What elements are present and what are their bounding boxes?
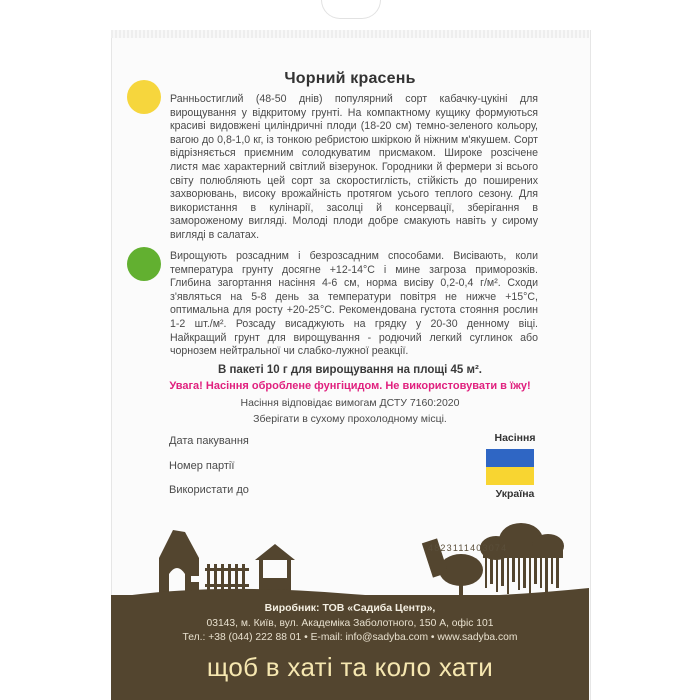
pack-size-note: В пакеті 10 г для вирощування на площі 45 м². [217, 364, 483, 376]
ukraine-flag-icon [486, 449, 534, 485]
variety-title: Чорний красень [284, 70, 416, 87]
hang-hole [321, 0, 381, 19]
producer-address: 03143, м. Київ, вул. Академіка Заболотного, 150 А, офіс 101 [206, 618, 494, 629]
growing-instructions: Вирощують розсадним і безрозсадним способами. Висівають, коли температура грунту досягне +12-14°C і мине загроза приморозків. Глибина загортання насіння 4-6 см, норма висіву 0,2-0,4 г/м². Сходи з'являться на 5-8 день за температури повітря не нижче +15°C, оптимальна для росту +20-25°C. Рекомендована густота стояння рослин 1-2 шт./м². Розсаду висаджують на грядку у 20-30 денному віці. Найкращий грунт для вирощування - родючий легкий суглинок або чорнозем нейтральної чи слабко-лужної реакції. [170, 250, 538, 358]
variety-description: Ранньостиглий (48-50 днів) популярний сорт кабачку-цукіні для вирощування у відкритому грунті. На компактному кущику формуються красиві видовжені циліндричні плоди (18-20 см) темно-зеленого кольору, вагою до 0,8-1,0 кг, із тонкою ребристою шкіркою й ніжним м'якушем. Сорт відрізняється приємним солодкуватим присмаком. Широке розсічене листя має характерний світлий візерунок. Городники й фермери зі всього світу полюбляють цей сорт за скоростиглість, стійкість до поширених захворювань, високу врожайність протягом усього теплого сезону. Для використання в кулінарії, засолці й консервації, зберігання в замороженому вигляді. Молоді плоди добре смакують навіть у сирому вигляді в салатах. [170, 93, 538, 241]
barcode-number: 4823111403074 [428, 543, 508, 553]
batch-number-label: Номер партії [169, 460, 235, 472]
yellow-dot-icon [127, 80, 161, 114]
pack-date-label: Дата пакування [169, 435, 249, 447]
green-dot-icon [127, 247, 161, 281]
seeds-label: Насіння [494, 432, 536, 444]
village-silhouette-illustration [111, 500, 589, 610]
producer-name: Виробник: ТОВ «Садиба Центр», [264, 602, 436, 614]
fungicide-warning: Увага! Насіння оброблене фунгіцидом. Не використовувати в їжу! [169, 380, 531, 392]
brand-slogan: щоб в хаті та коло хати [206, 652, 494, 682]
storage-note: Зберігати в сухому прохолодному місці. [253, 413, 447, 425]
country-label: Україна [495, 488, 535, 500]
standard-note: Насіння відповідає вимогам ДСТУ 7160:2020 [240, 397, 460, 409]
packet-seal-strip [111, 30, 589, 38]
producer-contacts: Тел.: +38 (044) 222 88 01 • E-mail: info@sadyba.com • www.sadyba.com [182, 632, 518, 643]
use-by-label: Використати до [169, 484, 249, 496]
